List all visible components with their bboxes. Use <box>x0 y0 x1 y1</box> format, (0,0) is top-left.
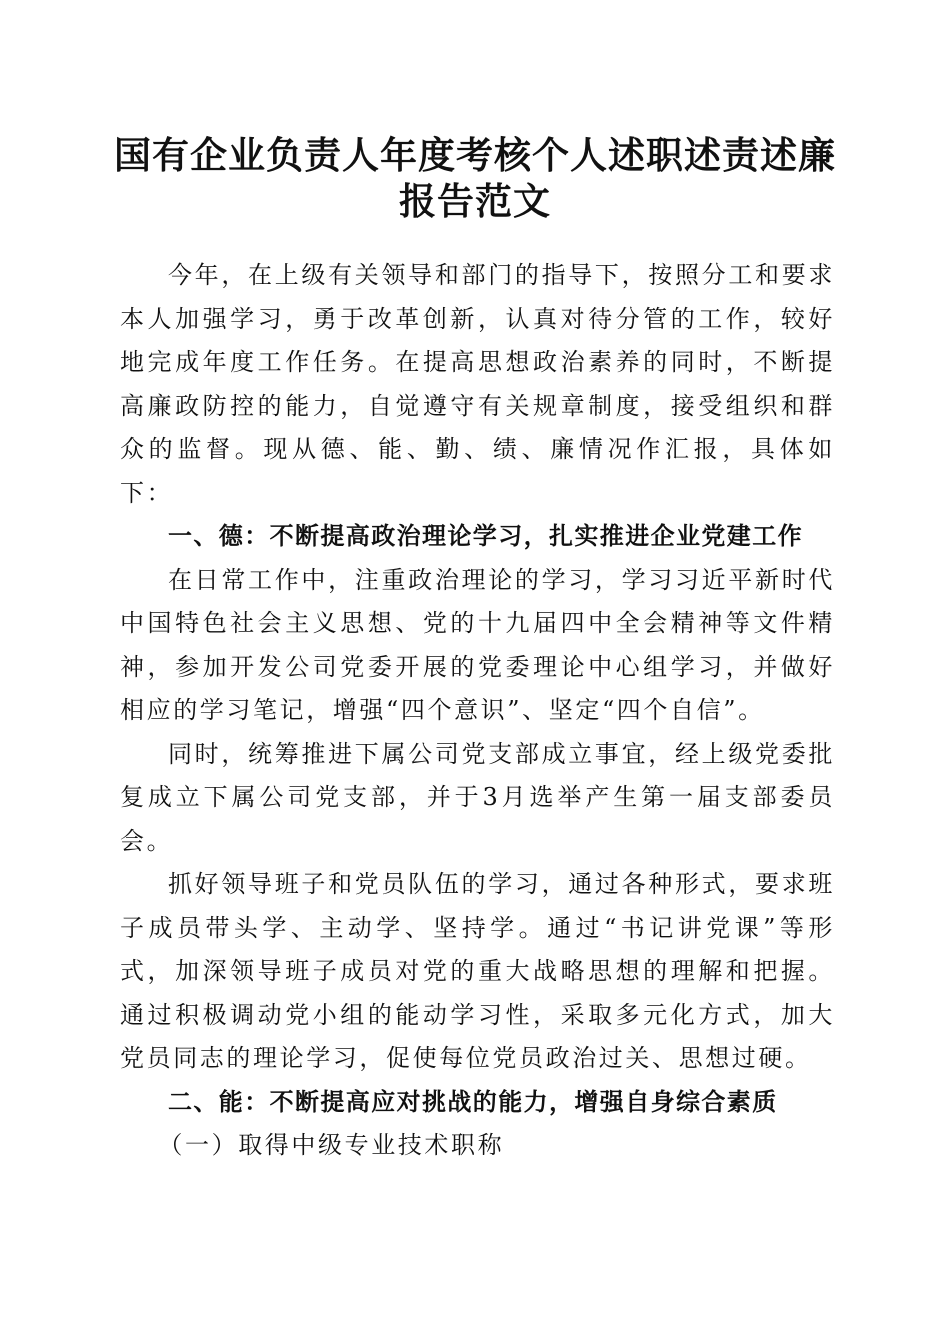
body-paragraph: 抓好领导班子和党员队伍的学习，通过各种形式，要求班子成员带头学、主动学、坚持学。通过“书记讲党课”等形式，加深领导班子成员对党的重大战略思想的理解和把握。通过积极调动党小组的能动学习性，采取多元化方式，加大党员同志的理论学习，促使每位党员政治过关、思想过硬。 <box>120 870 835 1072</box>
section-heading-de: 一、德：不断提高政治理论学习，扎实推进企业党建工作 <box>168 522 803 550</box>
subsection-heading: （一）取得中级专业技术职称 <box>158 1131 505 1159</box>
intro-paragraph: 今年，在上级有关领导和部门的指导下，按照分工和要求本人加强学习，勇于改革创新，认真对待分管的工作，较好地完成年度工作任务。在提高思想政治素养的同时，不断提高廉政防控的能力，自觉遵守有关规章制度，接受组织和群众的监督。现从德、能、勤、绩、廉情况作汇报，具体如下： <box>120 261 835 507</box>
body-paragraph: 在日常工作中，注重政治理论的学习，学习习近平新时代中国特色社会主义思想、党的十九届四中全会精神等文件精神，参加开发公司党委开展的党委理论中心组学习，并做好相应的学习笔记，增强“四个意识”、坚定“四个自信”。 <box>120 565 835 724</box>
document-body <box>120 254 835 1168</box>
document-title: 国有企业负责人年度考核个人述职述责述廉报告范文 <box>114 133 836 223</box>
body-paragraph: 同时，统筹推进下属公司党支部成立事宜，经上级党委批复成立下属公司党支部，并于3月选举产生第一届支部委员会。 <box>120 739 835 855</box>
section-heading-neng: 二、能：不断提高应对挑战的能力，增强自身综合素质 <box>168 1087 778 1116</box>
